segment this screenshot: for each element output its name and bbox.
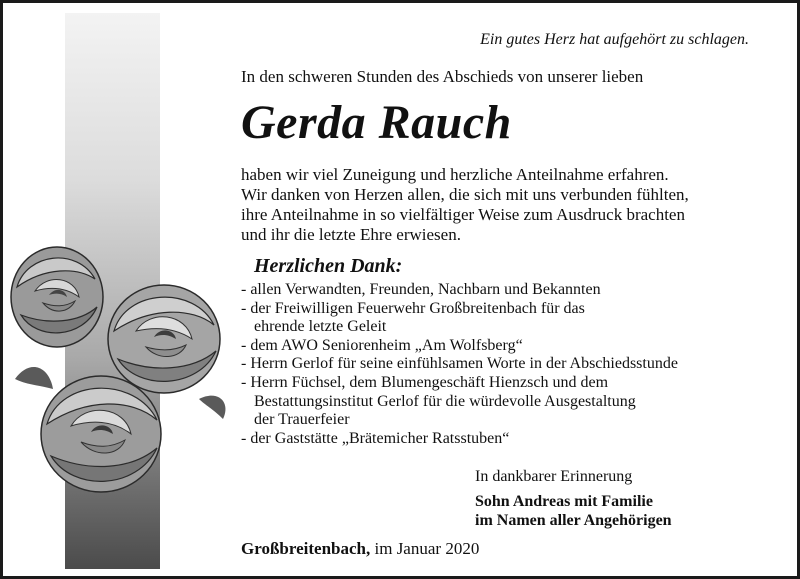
rose-top-left (11, 247, 103, 347)
list-item-continuation: der Trauerfeier (254, 411, 350, 429)
thanks-paragraph (241, 165, 689, 245)
roses-icon (9, 239, 231, 501)
list-item-continuation: ehrende letzte Geleit (254, 318, 387, 336)
thanks-line: ihre Anteilnahme in so vielfältiger Weise zum Ausdruck brachten (241, 205, 685, 224)
leaf-right (199, 396, 226, 419)
intro-line: In den schweren Stunden des Abschieds von unserer lieben (241, 67, 644, 86)
rose-bottom (41, 376, 161, 492)
thanks-line: und ihr die letzte Ehre erwiesen. (241, 225, 461, 244)
list-item: - allen Verwandten, Freunden, Nachbarn und Bekannten (241, 281, 601, 298)
closing-phrase: In dankbarer Erinnerung (475, 468, 633, 485)
list-item: - der Freiwilligen Feuerwehr Großbreitenbach für das (241, 299, 585, 317)
rose-right (108, 285, 220, 393)
thanks-line: haben wir viel Zuneigung und herzliche Anteilnahme erfahren. (241, 165, 669, 184)
dank-heading: Herzlichen Dank: (254, 255, 403, 277)
signature-line: im Namen aller Angehörigen (475, 512, 672, 529)
motto: Ein gutes Herz hat aufgehört zu schlagen. (480, 31, 749, 48)
list-item: - dem AWO Seniorenheim „Am Wolfsberg“ (241, 336, 523, 354)
thanks-line: Wir danken von Herzen allen, die sich mit uns verbunden fühlten, (241, 185, 689, 204)
list-item: - Herrn Gerlof für seine einfühlsamen Worte in der Abschiedsstunde (241, 355, 678, 373)
date: im Januar 2020 (374, 539, 480, 558)
deceased-name: Gerda Rauch (241, 96, 512, 149)
list-item-continuation: Bestattungsinstitut Gerlof für die würdevolle Ausgestaltung (254, 392, 636, 410)
leaf-left (15, 367, 53, 389)
place: Großbreitenbach, (241, 539, 371, 558)
list-item: - der Gaststätte „Brätemicher Ratsstuben“ (241, 429, 510, 447)
thanks-list (241, 281, 678, 448)
closing-block (475, 467, 672, 530)
place-date (241, 539, 479, 559)
list-item: - Herrn Füchsel, dem Blumengeschäft Hienzsch und dem (241, 373, 609, 391)
signature-line: Sohn Andreas mit Familie (475, 493, 653, 510)
